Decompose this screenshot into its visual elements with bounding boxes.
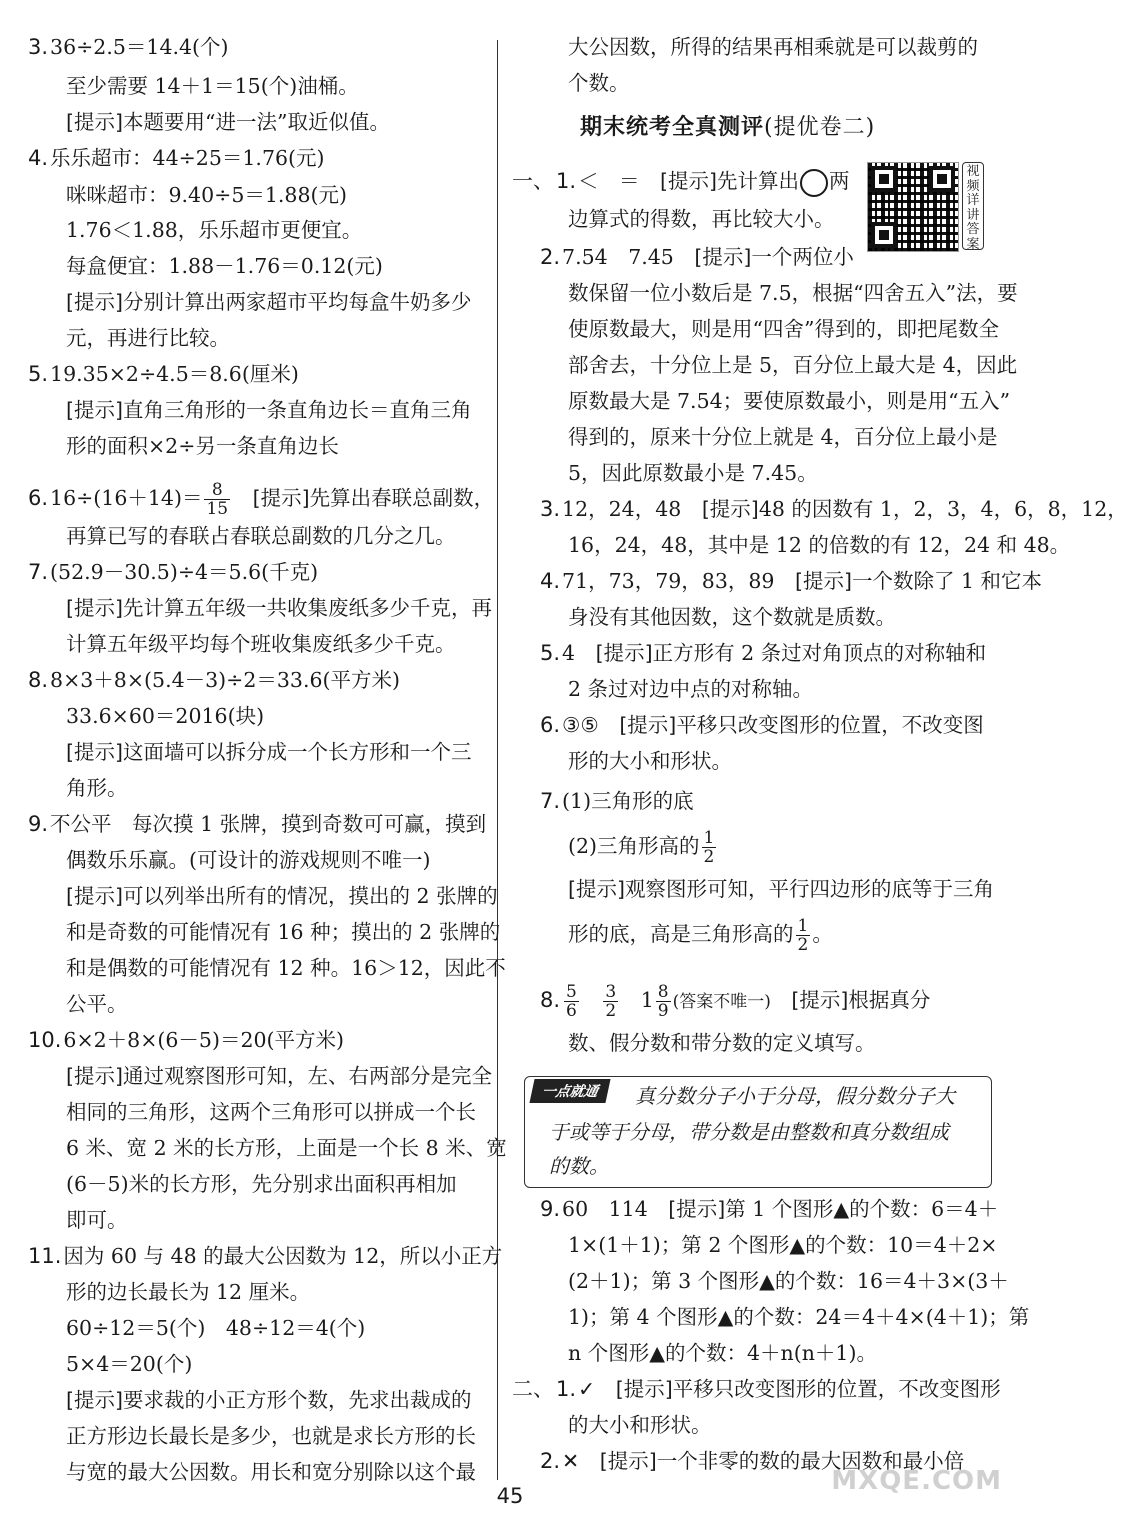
q9-tip4: 公平。 <box>66 992 128 1016</box>
q11-line3: 60÷12＝5(个) 48÷12＝4(个) <box>66 1316 366 1340</box>
q10-tip3: 6 米、宽 2 米的长方形，上面是一个长 8 米、宽 <box>66 1136 507 1160</box>
q10-tip4: (6－5)米的长方形，先分别求出面积再相加 <box>66 1172 457 1196</box>
p1-q6-tip2: 形的大小和形状。 <box>568 749 732 773</box>
q7-tip1: [提示]先计算五年级一共收集废纸多少千克，再 <box>66 596 492 620</box>
p1-q3-tip2: 16，24，48，其中是 12 的倍数的有 12，24 和 48。 <box>568 533 1071 557</box>
q4-line2: 咪咪超市：9.40÷5＝1.88(元) <box>66 183 348 207</box>
p2-q1-line1: 二、1.✓ [提示]平移只改变图形的位置，不改变图形 <box>512 1377 1001 1401</box>
q11-tip1: [提示]要求裁的小正方形个数，先求出裁成的 <box>66 1388 472 1412</box>
p1-q6-line1: 6.③⑤ [提示]平移只改变图形的位置，不改变图 <box>540 713 984 737</box>
p2-q2-line1: 2.✕ [提示]一个非零的数的最大因数和最小倍 <box>540 1449 965 1473</box>
tip-box-line1: 真分数分子小于分母，假分数分子大 <box>635 1084 955 1108</box>
p1-q3-line1: 3.12，24，48 [提示]48 的因数有 1，2，3，4，6，8，12， <box>540 497 1128 521</box>
p1-q2-tip6: 得到的，原来十分位上就是 4，百分位上最小是 <box>568 425 998 449</box>
q10-tip1: [提示]通过观察图形可知，左、右两部分是完全 <box>66 1064 492 1088</box>
p1-q7-line2: (2)三角形高的 $\frac{1}{2}$ <box>568 828 715 867</box>
q5-line1: 5.19.35×2÷4.5＝8.6(厘米) <box>28 362 299 386</box>
circle-symbol <box>800 169 828 197</box>
q7-tip-fraction: $\frac{1}{2}$ <box>797 916 809 955</box>
q7-tip2: 计算五年级平均每个班收集废纸多少千克。 <box>66 632 456 656</box>
q9-tip3: 和是偶数的可能情况有 12 种。16＞12，因此不 <box>66 956 506 980</box>
q6-tip2: 再算已写的春联占春联总副数的几分之几。 <box>66 524 456 548</box>
q9-line2: 偶数乐乐赢。(可设计的游戏规则不唯一) <box>66 848 431 872</box>
q7-line1: 7.(52.9－30.5)÷4＝5.6(千克) <box>28 560 319 584</box>
p1-q7-line1: 7.(1)三角形的底 <box>540 789 694 813</box>
q10-line1: 10.6×2＋8×(6－5)＝20(平方米) <box>28 1028 345 1052</box>
q11-line2: 形的边长最长为 12 厘米。 <box>66 1280 311 1304</box>
p2-q1-tip2: 的大小和形状。 <box>568 1413 712 1437</box>
p1-q9-tip3: (2＋1)；第 3 个图形▲的个数：16＝4＋3×(3＋ <box>568 1269 1009 1293</box>
p1-q8-line1: 8. $\frac{5}{6}$ $\frac{3}{2}$ 1 $\frac{8}{9}$ (答案不唯一) [提示]根据真分 <box>540 982 931 1021</box>
p1-q8-tip2: 数、假分数和带分数的定义填写。 <box>568 1031 876 1055</box>
p1-q1-tip2: 边算式的得数，再比较大小。 <box>568 207 835 231</box>
q4-tip2: 元，再进行比较。 <box>66 326 230 350</box>
p1-q1-line1: 一、1.＜ ＝ [提示]先计算出 两 <box>512 168 850 194</box>
q7-fraction: $\frac{1}{2}$ <box>703 828 715 867</box>
tip-box-badge: 一点就通 <box>529 1079 610 1103</box>
p1-q5-tip2: 2 条过对边中点的对称轴。 <box>568 677 814 701</box>
watermark: MXQE.COM <box>831 1466 1002 1496</box>
qr-code[interactable] <box>867 162 959 252</box>
q4-tip1: [提示]分别计算出两家超市平均每盒牛奶多少 <box>66 290 472 314</box>
q4-line1: 4.乐乐超市：44÷25＝1.76(元) <box>28 146 325 170</box>
q9-tip1: [提示]可以列举出所有的情况，摸出的 2 张牌的 <box>66 884 498 908</box>
q6-line1: 6.16÷(16＋14)＝ $\frac{8}{15}$ [提示]先算出春联总副数， <box>28 480 495 519</box>
q4-line3: 1.76＜1.88，乐乐超市更便宜。 <box>66 218 363 242</box>
p1-q5-line1: 5.4 [提示]正方形有 2 条过对角顶点的对称轴和 <box>540 641 987 665</box>
q3-tip: [提示]本题要用“进一法”取近似值。 <box>66 110 390 134</box>
continuation-line2: 个数。 <box>568 71 630 95</box>
q6-fraction: $\frac{8}{15}$ <box>206 480 229 519</box>
q8-tip1: [提示]这面墙可以拆分成一个长方形和一个三 <box>66 740 472 764</box>
p1-q2-tip5: 原数最大是 7.54；要使原数最小，则是用“五入” <box>568 389 1011 413</box>
p1-q7-tip1: [提示]观察图形可知，平行四边形的底等于三角 <box>568 877 994 901</box>
qr-video-label: 视频详讲答案 <box>962 162 984 250</box>
p1-q9-line1: 9.60 114 [提示]第 1 个图形▲的个数：6＝4＋ <box>540 1197 999 1221</box>
q8-fraction-3: $\frac{8}{9}$ <box>657 982 669 1021</box>
tip-box-line3: 的数。 <box>549 1154 609 1178</box>
section-title: 期末统考全真测评(提优卷二) <box>580 115 876 140</box>
q8-line2: 33.6×60＝2016(块) <box>66 704 265 728</box>
q10-tip2: 相同的三角形，这两个三角形可以拼成一个长 <box>66 1100 476 1124</box>
p1-q2-tip2: 数保留一位小数后是 7.5，根据“四舍五入”法，要 <box>568 281 1018 305</box>
q9-line1: 9.不公平 每次摸 1 张牌，摸到奇数可可赢，摸到 <box>28 812 487 836</box>
page-number: 45 <box>496 1484 524 1508</box>
p1-q9-tip2: 1×(1＋1)；第 2 个图形▲的个数：10＝4＋2× <box>568 1233 998 1257</box>
q3-line1: 3.36÷2.5＝14.4(个) <box>28 35 229 59</box>
q8-fraction-2: $\frac{3}{2}$ <box>605 982 617 1021</box>
q5-tip2: 形的面积×2÷另一条直角边长 <box>66 434 339 458</box>
p1-q7-tip2: 形的底，高是三角形高的 $\frac{1}{2}$ 。 <box>568 916 833 955</box>
q8-tip2: 角形。 <box>66 776 128 800</box>
p1-q9-tip5: n 个图形▲的个数：4＋n(n＋1)。 <box>568 1341 877 1365</box>
q11-tip2: 正方形边长最长是多少，也就是求长方形的长 <box>66 1424 476 1448</box>
p1-q4-tip2: 身没有其他因数，这个数就是质数。 <box>568 605 896 629</box>
q3-line2: 至少需要 14＋1＝15(个)油桶。 <box>66 74 359 98</box>
q11-tip3: 与宽的最大公因数。用长和宽分别除以这个最 <box>66 1460 476 1484</box>
q5-tip1: [提示]直角三角形的一条直角边长＝直角三角 <box>66 398 472 422</box>
q11-line4: 5×4＝20(个) <box>66 1352 193 1376</box>
p1-q2-tip3: 使原数最大，则是用“四舍”得到的，即把尾数全 <box>568 317 999 341</box>
p1-q2-line1: 2.7.54 7.45 [提示]一个两位小 <box>540 245 854 269</box>
q8-line1: 8.8×3＋8×(5.4－3)÷2＝33.6(平方米) <box>28 668 401 692</box>
q9-tip2: 和是奇数的可能情况有 16 种；摸出的 2 张牌的 <box>66 920 501 944</box>
p1-q4-line1: 4.71，73，79，83，89 [提示]一个数除了 1 和它本 <box>540 569 1043 593</box>
q4-line4: 每盒便宜：1.88－1.76＝0.12(元) <box>66 254 383 278</box>
p1-q2-tip4: 部舍去，十分位上是 5，百分位上最大是 4，因此 <box>568 353 1018 377</box>
tip-box-line2: 于或等于分母，带分数是由整数和真分数组成 <box>549 1120 949 1144</box>
p1-q9-tip4: 1)；第 4 个图形▲的个数：24＝4＋4×(4＋1)；第 <box>568 1305 1030 1329</box>
q11-line1: 11.因为 60 与 48 的最大公因数为 12，所以小正方 <box>28 1244 503 1268</box>
q8-fraction-1: $\frac{5}{6}$ <box>566 982 577 1021</box>
continuation-line1: 大公因数，所得的结果再相乘就是可以裁剪的 <box>568 35 978 59</box>
p1-q2-tip7: 5，因此原数最小是 7.45。 <box>568 461 818 485</box>
q10-tip5: 即可。 <box>66 1208 128 1232</box>
